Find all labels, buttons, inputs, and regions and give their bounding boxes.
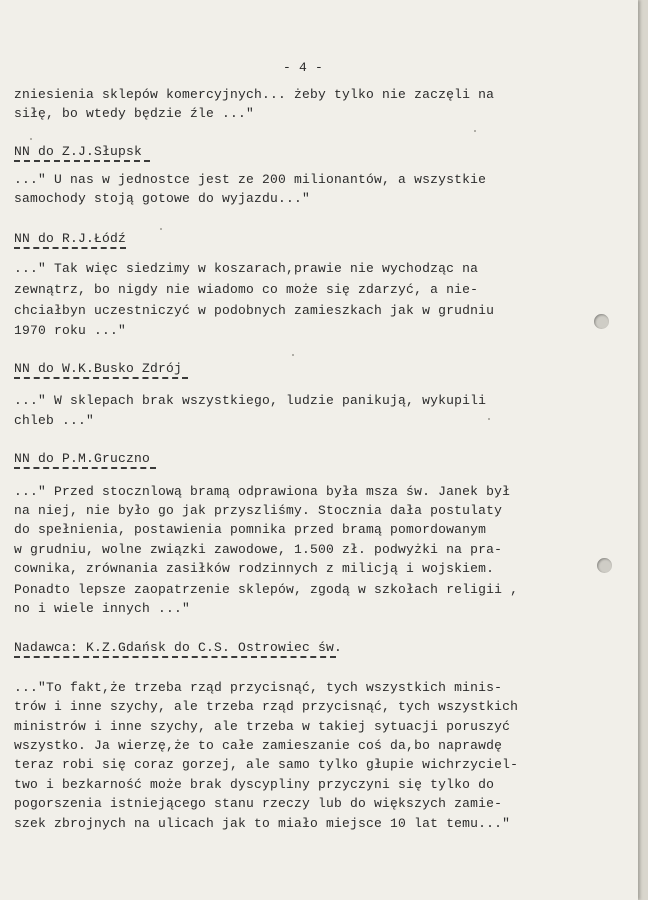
page-number: - 4 - xyxy=(283,60,324,75)
header-underline xyxy=(14,467,156,469)
text-line: ..." Tak więc siedzimy w koszarach,prawie nie wychodząc na xyxy=(14,261,479,276)
text-line: ..." Przed stocznlową bramą odprawiona była msza św. Janek był xyxy=(14,484,511,499)
text-line: trów i inne szychy, ale trzeba rząd przycisnąć, tych wszystkich xyxy=(14,699,519,714)
section-header: NN do P.M.Gruczno xyxy=(14,451,151,466)
message-text xyxy=(14,680,519,840)
text-line: chciałbyn uczestniczyć w podobnych zamieszkach jak w grudniu xyxy=(14,303,495,318)
paper-speck xyxy=(160,228,162,230)
section-header: NN do Z.J.Słupsk xyxy=(14,144,143,159)
message-text xyxy=(14,393,487,457)
text-line: ..." W sklepach brak wszystkiego, ludzie panikują, wykupili xyxy=(14,393,487,408)
message-text xyxy=(14,172,487,236)
text-line: ministrów i inne szychy, ale trzeba w takiej sytuacji poruszyć xyxy=(14,719,511,734)
text-line: siłę, bo wtedy będzie źle ..." xyxy=(14,106,255,121)
message-text xyxy=(14,484,519,628)
text-line: w grudniu, wolne związki zawodowe, 1.500 zł. podwyżki na pra- xyxy=(14,542,503,557)
header-underline xyxy=(14,160,150,162)
text-line: na niej, nie było go jak przyszliśmy. Stocznia dała postulaty xyxy=(14,503,503,518)
text-line: teraz robi się coraz gorzej, ale samo tylko głupie wichrzyciel- xyxy=(14,757,519,772)
section-header: NN do W.K.Busko Zdrój xyxy=(14,361,183,376)
header-underline xyxy=(14,377,188,379)
text-line: cownika, zrównania zasiłków rodzinnych z milicją i wojskiem. xyxy=(14,561,495,576)
text-line: wszystko. Ja wierzę,że to całe zamieszanie coś da,bo naprawdę xyxy=(14,738,503,753)
text-line: do spełnienia, postawienia pomnika przed bramą pomordowanym xyxy=(14,522,487,537)
text-line: samochody stoją gotowe do wyjazdu..." xyxy=(14,191,311,206)
paper-speck xyxy=(474,130,476,132)
header-underline xyxy=(14,656,336,658)
section-header: NN do R.J.Łódź xyxy=(14,231,127,246)
header-underline xyxy=(14,247,126,249)
section-header: Nadawca: K.Z.Gdańsk do C.S. Ostrowiec św. xyxy=(14,640,343,655)
text-line: zewnątrz, bo nigdy nie wiadomo co może się zdarzyć, a nie- xyxy=(14,282,479,297)
text-line: Ponadto lepsze zaopatrzenie sklepów, zgodą w szkołach religii , xyxy=(14,582,519,597)
text-line: zniesienia sklepów komercyjnych... żeby tylko nie zaczęli na xyxy=(14,87,495,102)
intro-text xyxy=(14,87,495,151)
text-line: ..." U nas w jednostce jest ze 200 milionantów, a wszystkie xyxy=(14,172,487,187)
text-line: szek zbrojnych na ulicach jak to miało miejsce 10 lat temu..." xyxy=(14,816,511,831)
punch-hole-upper xyxy=(594,314,609,329)
text-line: 1970 roku ..." xyxy=(14,323,127,338)
text-line: chleb ..." xyxy=(14,413,95,428)
text-line: ..."To fakt,że trzeba rząd przycisnąć, tych wszystkich minis- xyxy=(14,680,503,695)
text-line: no i wiele innych ..." xyxy=(14,601,191,616)
message-text xyxy=(14,261,495,357)
paper-speck xyxy=(292,354,294,356)
text-line: pogorszenia istniejącego stanu rzeczy lub do większych zamie- xyxy=(14,796,503,811)
text-line: two i bezkarność może brak dyscypliny przyczyni się tylko do xyxy=(14,777,495,792)
punch-hole-lower xyxy=(597,558,612,573)
paper-speck xyxy=(488,418,490,420)
